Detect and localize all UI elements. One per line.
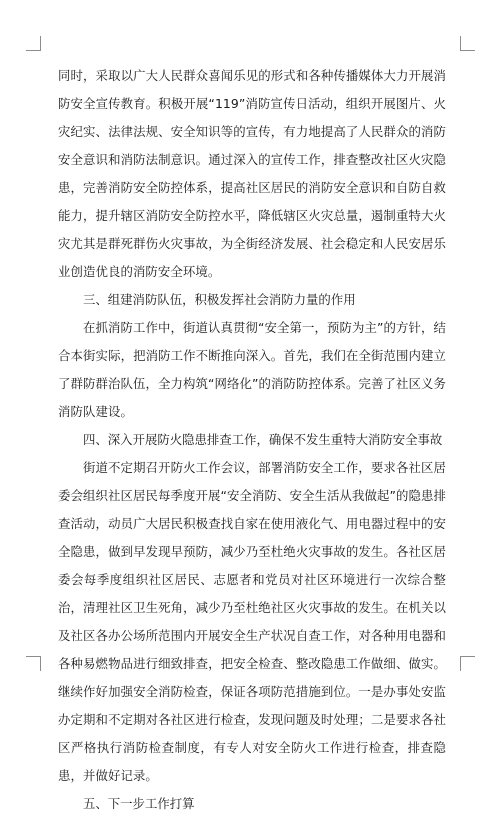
crop-mark-top-right (460, 36, 475, 51)
document-body (58, 62, 446, 818)
crop-mark-top-left (26, 36, 41, 51)
paragraph-fire-team: 在抓消防工作中，街道认真贯彻“安全第一，预防为主”的方针，结合本街实际，把消防工作不断推向深入。首先，我们在全街范围内建立了群防群治队伍，全力构筑“网络化”的消防防控体系。完善了社区义务消防队建设。 (58, 320, 446, 419)
paragraph-hazard-inspection: 街道不定期召开防火工作会议，部署消防安全工作，要求各社区居委会组织社区居民每季度开展“安全消防、安全生活从我做起”的隐患排查活动，动员广大居民积极查找自家在使用液化气、用电器过程中的安全隐患，做到早发现早预防，减少乃至杜绝火灾事故的发生。各社区居委会每季度组织社区居民、志愿者和党员对社区环境进行一次综合整治，清理社区卫生死角，减少乃至杜绝社区火灾事故的发生。在机关以及社区各办公场所范围内开展安全生产状况自查工作，对各种用电器和各种易燃物品进行细致排查，把安全检查、整改隐患工作做细、做实。继续作好加强安全消防检查，保证各项防范措施到位。一是办事处安监办定期和不定期对各社区进行检查，发现问题及时处理；二是要求各社区严格执行消防检查制度，有专人对安全防火工作进行检查，排查隐患，并做好记录。 (58, 460, 446, 783)
section-heading-5: 五、下一步工作打算 (83, 796, 195, 811)
section-heading-3: 三、组建消防队伍，积极发挥社会消防力量的作用 (83, 292, 356, 307)
crop-mark-bottom-right (460, 656, 475, 671)
crop-mark-bottom-left (26, 656, 41, 671)
paragraph-publicity: 同时，采取以广大人民群众喜闻乐见的形式和各种传播媒体大力开展消防安全宣传教育。积极开展“119”消防宣传日活动，组织开展图片、火灾纪实、法律法规、安全知识等的宣传，有力地提高了人民群众的消防安全意识和消防法制意识。通过深入的宣传工作，排查整改社区火灾隐患，完善消防安全防控体系，提高社区居民的消防安全意识和自防自救能力，提升辖区消防安全防控水平，降低辖区火灾总量，遏制重特大火灾尤其是群死群伤火灾事故，为全街经济发展、社会稳定和人民安居乐业创造优良的消防安全环境。 (58, 68, 446, 279)
section-heading-4: 四、深入开展防火隐患排查工作，确保不发生重特大消防安全事故 (83, 432, 443, 447)
